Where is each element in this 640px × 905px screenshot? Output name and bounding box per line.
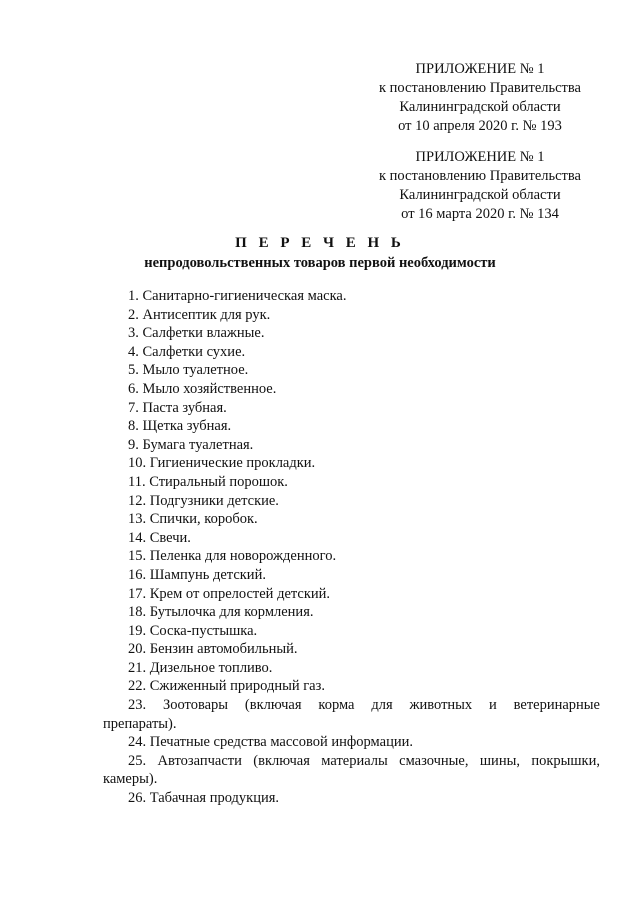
list-item: 19. Соска-пустышка.: [128, 622, 258, 639]
appendix-current: [360, 60, 600, 136]
list-item: 16. Шампунь детский.: [128, 566, 266, 583]
appendix-heading: ПРИЛОЖЕНИЕ № 1: [415, 61, 545, 77]
list-item: 24. Печатные средства массовой информации.: [128, 734, 413, 751]
list-item: 3. Салфетки влажные.: [128, 325, 265, 342]
document-subtitle: непродовольственных товаров первой необходимости: [144, 255, 496, 271]
list-item: 5. Мыло туалетное.: [128, 362, 249, 379]
appendix-reference: к постановлению Правительства: [379, 80, 581, 96]
appendix-heading: ПРИЛОЖЕНИЕ № 1: [415, 149, 545, 165]
list-item: 17. Крем от опрелостей детский.: [128, 585, 331, 602]
appendix-region: Калининградской области: [399, 187, 561, 203]
list-item: 14. Свечи.: [128, 529, 191, 546]
list-item: 21. Дизельное топливо.: [128, 659, 273, 676]
appendix-reference: к постановлению Правительства: [379, 168, 581, 184]
list-item: 12. Подгузники детские.: [128, 492, 279, 509]
list-item: 7. Паста зубная.: [128, 399, 227, 416]
list-item: 9. Бумага туалетная.: [128, 436, 254, 453]
list-item: 23. Зоотовары (включая корма для животных и ветеринарные препараты).: [103, 697, 600, 732]
list-item: 20. Бензин автомобильный.: [128, 641, 298, 658]
list-item: 25. Автозапчасти (включая материалы смазочные, шины, покрышки, камеры).: [103, 752, 600, 788]
list-item: 1. Санитарно-гигиеническая маска.: [128, 288, 347, 304]
list-item: 2. Антисептик для рук.: [128, 306, 271, 323]
list-item: 11. Стиральный порошок.: [128, 473, 288, 490]
appendix-date-number: от 16 марта 2020 г. № 134: [401, 206, 559, 222]
list-item: 6. Мыло хозяйственное.: [128, 380, 277, 397]
appendix-region: Калининградской области: [399, 99, 561, 115]
list-item: 4. Салфетки сухие.: [128, 343, 246, 360]
list-item: 15. Пеленка для новорожденного.: [128, 548, 337, 565]
list-item: 13. Спички, коробок.: [128, 511, 258, 528]
list-item: 22. Сжиженный природный газ.: [128, 678, 325, 695]
appendix-previous: [360, 148, 600, 224]
goods-list: [103, 287, 600, 808]
list-item: 26. Табачная продукция.: [128, 790, 280, 807]
appendix-date-number: от 10 апреля 2020 г. № 193: [398, 118, 562, 134]
list-item: 18. Бутылочка для кормления.: [128, 604, 314, 621]
list-item: 8. Щетка зубная.: [128, 418, 232, 435]
list-item: 10. Гигиенические прокладки.: [128, 455, 316, 472]
document-title: П Е Р Е Ч Е Н Ь: [235, 235, 405, 251]
